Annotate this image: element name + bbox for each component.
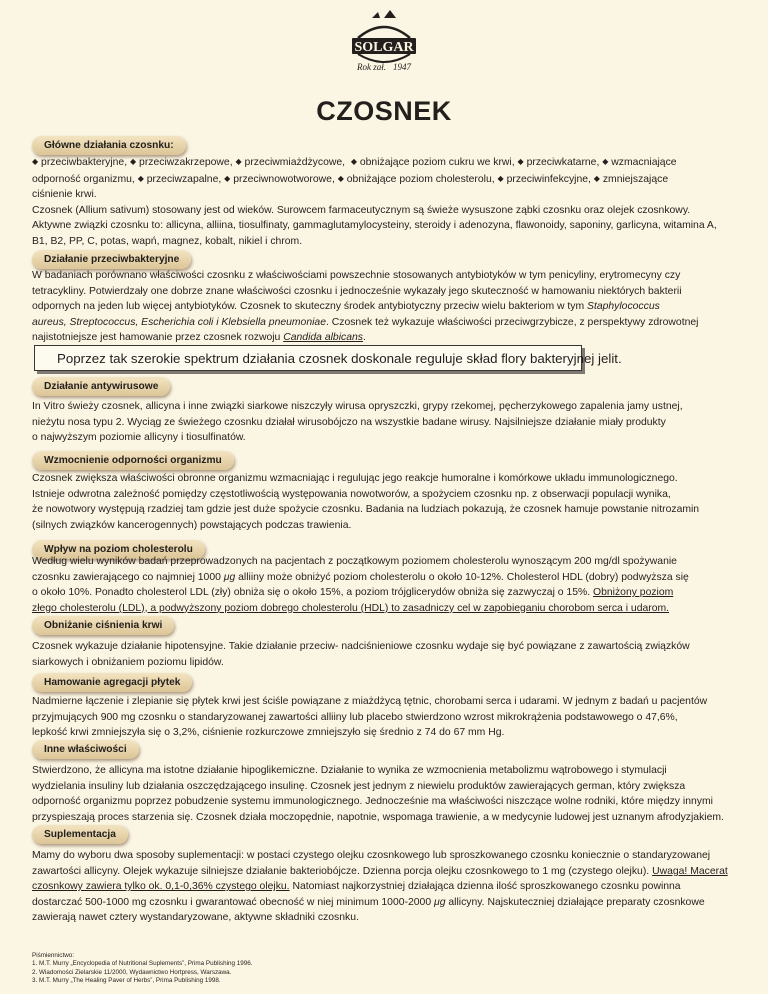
text-line: o około 10%. Ponadto cholesterol LDL (zły) obniża się o około 15%, a poziom trójglicerydów obniża się zazwyczaj o 15%. [32, 587, 591, 599]
unit-mu: μg [434, 896, 446, 908]
heading-blood-pressure: Obniżanie ciśnienia krwi [32, 616, 174, 635]
text-line: Według wielu wyników badań przeprowadzonych na pacjentach z początkowym poziomem cholesterolu wynoszącym 200 mg/dl spożywanie [32, 556, 677, 567]
heading-other-properties: Inne właściwości [32, 740, 139, 759]
heading-supplementation: Suplementacja [32, 825, 128, 844]
text-line: o najwyższym poziomie allicyny i tiosulfinatów. [32, 432, 246, 444]
text-line: lepkość krwi zmniejszyła się o 3,2%, ciśnienie rozkurczowe zmniejszyło się średnio z 74 do 67 mm Hg. [32, 727, 505, 739]
text-line: zawartości allicyny. Olejek wykazuje silniejsze działanie bakteriobójcze. Dzienna porcja olejku czosnkowego to 1 mg (czystego olejku). [32, 865, 650, 877]
underlined-text: czosnkowy zawiera tylko ok. 0,1-0,36% czystego olejku. [32, 881, 290, 893]
text-line: najistotniejsze jest hamowanie przez czosnek rozwoju [32, 332, 281, 344]
text-line: przeciwbakteryjne, [41, 157, 128, 168]
text-line: Istnieje odwrotna zależność pomiędzy częstotliwością występowania nowotworów, a spożyciem czosnku np. z obserwacji populacji wynika, [32, 488, 671, 500]
diamond-icon: ◆ [224, 173, 231, 183]
text-line: przeciwkatarne, [526, 157, 600, 168]
text-line: Aktywne związki czosnku to: allicyna, alliina, tiosulfinaty, gammaglutamylocysteiny, steroidy i adenozyna, flawonoidy, saponiny, garlicyna, witamina A, [32, 220, 717, 232]
reference-item: 2. Wiadomości Zielarskie 11/2000, Wydawnictwo Hortpress, Warszawa. [32, 968, 232, 976]
text-line: przeciwmiażdżycowe, [244, 157, 346, 168]
diamond-icon: ◆ [497, 173, 504, 183]
diamond-icon: ◆ [137, 173, 144, 183]
text-line: Nadmierne łączenie i zlepianie się płytek krwi jest ściśle powiązane z miażdżycą tętnic, chorobami serca i udarami. W jednym z badań u pacjentów [32, 696, 708, 707]
text-line: przeciwnowotworowe, [233, 173, 335, 185]
text-line: Stwierdzono, że allicyna ma istotne działanie hipoglikemiczne. Działanie to wynika ze wzmocnienia metabolizmu wątrobowego i stymulacji [32, 765, 667, 776]
cholesterol-text [32, 554, 744, 616]
immunity-text [32, 471, 744, 533]
text-line: dostarczać 500-1000 mg czosnku i gwarantować obecność w niej minimum 1000-2000 [32, 896, 432, 908]
text-line: . Czosnek też wykazuje właściwości przeciwgrzybicze, z perspektywy zdrowotnej [325, 316, 699, 328]
heading-platelets: Hamowanie agregacji płytek [32, 673, 192, 692]
diamond-icon: ◆ [602, 157, 609, 166]
unit-mu: μg [223, 571, 236, 583]
reference-item: 1. M.T. Murry „Encyclopedia of Nutritional Suplements”, Prima Publishing 1996. [32, 960, 253, 968]
text-line: . [362, 332, 366, 344]
text-line: zmniejszające [602, 173, 669, 185]
heading-main-actions: Główne działania czosnku: [32, 136, 186, 155]
text-line: że nowotwory występują rzadziej tam gdzie jest duże spożycie czosnku. Badania na ludziach pokazują, że czosnek hamuje powstanie nitrozamin [32, 504, 700, 516]
text-line: przeciwzapalne, [146, 173, 222, 185]
text-line: odporność organizmu, [32, 173, 135, 185]
heading-antibacterial: Działanie przeciwbakteryjne [32, 250, 191, 269]
tagline-left: Rok zał. [357, 62, 386, 72]
text-line: (silnych związków kancerogennych) powstających podczas trawienia. [32, 519, 352, 531]
brand-name: SOLGAR [354, 40, 414, 55]
heading-antiviral: Działanie antywirusowe [32, 377, 170, 396]
text-line: obniżające poziom cholesterolu, [346, 173, 495, 185]
text-line: alliiny może obniżyć poziom cholesterolu o około 10-12%. Cholesterol HDL (dobry) podwyższa się [238, 571, 689, 583]
text-line: czosnku zawierającego co najmniej 1000 [32, 571, 221, 583]
species-name: Candida albicans [283, 332, 363, 344]
underlined-text: Uwaga! Macerat [652, 865, 728, 877]
diamond-icon: ◆ [337, 173, 344, 183]
text-line: Natomiast najkorzystniej działająca dzienna ilość sproszkowanego czosnku powinna [292, 881, 681, 893]
diamond-icon: ◆ [32, 157, 39, 166]
text-line: Czosnek zwiększa właściwości obronne organizmu wzmacniając i regulując jego reakcje humoralne i komórkowe układu immunologicznego. [32, 473, 678, 484]
species-name: Staphylococcus [587, 301, 660, 313]
heading-immunity: Wzmocnienie odporności organizmu [32, 451, 234, 470]
solgar-logo [0, 8, 768, 88]
antiviral-text [32, 399, 744, 446]
references [32, 952, 253, 986]
text-line: B1, B2, PP, C, potas, wapń, magnez, kobalt, nikiel i chrom. [32, 235, 303, 247]
heading-cholesterol: Wpływ na poziom cholesterolu [32, 540, 205, 559]
text-line: wzmacniające [611, 157, 677, 168]
text-line: tetracykliny. Potwierdzały one dobrze znane właściwości czosnku i jednocześnie wykazały jego skuteczność w hamowaniu niektórych bakterii [32, 285, 682, 297]
text-line: obniżające poziom cukru we krwi, [359, 157, 515, 168]
diamond-icon: ◆ [593, 173, 600, 183]
text-line: W badaniach porównano właściwości czosnku z właściwościami powszechnie stosowanych antybiotyków w tym penicyliny, erytromecyny czy [32, 270, 681, 281]
blood-pressure-text [32, 639, 744, 670]
platelets-text [32, 694, 744, 741]
diamond-icon: ◆ [235, 157, 242, 166]
tagline-right: 1947 [393, 62, 411, 72]
underlined-text: złego cholesterolu (LDL), a podwyższony poziom dobrego cholesterolu (HDL) to zasadniczy cel w zapobieganiu chorobom serca i udarom. [32, 602, 670, 614]
diamond-icon: ◆ [350, 157, 357, 166]
text-line: przyspieszają proces starzenia się. Czosnek działa moczopędnie, napotnie, wspomaga trawienie, a w medycynie ludowej jest uznanym afrodyzjakiem. [32, 811, 724, 823]
supplementation-text [32, 848, 744, 926]
antibacterial-text [32, 268, 744, 346]
text-line: siarkowych i obniżaniem poziomu lipidów. [32, 656, 224, 668]
text-line: wydzielania insuliny lub działania oszczędzającego insulinę. Czosnek jest jednym z niewielu produktów zawierających german, który zwiększa [32, 780, 686, 792]
other-properties-text [32, 763, 744, 825]
text-line: allicyny. Najskuteczniej działające preparaty czosnkowe [448, 896, 705, 908]
text-line: In Vitro świeży czosnek, allicyna i inne związki siarkowe niszczyły wirusa opryszczki, grypy rzekomej, pęcherzykowego zapalenia jamy ustnej, [32, 401, 683, 412]
text-line: Czosnek wykazuje działanie hipotensyjne. Takie działanie przeciw- nadciśnieniowe czosnku wydaje się być powiązane z zawartością związków [32, 641, 690, 652]
solgar-emblem [324, 8, 444, 88]
text-line: przyjmujących 900 mg czosnku o standaryzowanej zawartości alliiny lub placebo stwierdzono wzrost mikrokrążenia podstawowego o 47,6%, [32, 711, 678, 723]
main-actions-text [32, 154, 744, 250]
text-line: odporność organizmu poprzez pobudzenie systemu immunologicznego. Jednocześnie ma właściwości niszczące wolne rodniki, które między innymi [32, 796, 713, 808]
callout-box: Poprzez tak szerokie spektrum działania czosnek doskonale reguluje skład flory bakteryjnej jelit. [34, 345, 582, 371]
text-line: przeciwzakrzepowe, [139, 157, 233, 168]
text-line: przeciwinfekcyjne, [506, 173, 591, 185]
species-name: aureus, Streptococcus, Escherichia coli i Klebsiella pneumoniae [32, 316, 326, 328]
text-line: nieżytu nosa typu 2. Wyciąg ze świeżego czosnku działał wirusobójczo na wszystkie badane wirusy. Najsilniejsze działanie miały produkty [32, 416, 666, 428]
text-line: odpornych na jeden lub więcej antybiotyków. Czosnek to skuteczny środek antybiotyczny przeciw wielu bakteriom w tym [32, 301, 585, 313]
text-line: Czosnek (Allium sativum) stosowany jest od wieków. Surowcem farmaceutycznym są świeże wysuszone ząbki czosnku oraz olejek czosnkowy. [32, 204, 691, 216]
reference-item: 3. M.T. Murry „The Healing Paver of Herbs”, Prima Publishing 1998. [32, 977, 221, 985]
underlined-text: Obniżony poziom [593, 587, 674, 599]
text-line: zawierają nawet cztery wystandaryzowane, aktywne składniki czosnku. [32, 912, 359, 924]
diamond-icon: ◆ [517, 157, 524, 166]
page-title: CZOSNEK [316, 96, 452, 126]
diamond-icon: ◆ [130, 157, 137, 166]
text-line: ciśnienie krwi. [32, 189, 97, 201]
text-line: Mamy do wyboru dwa sposoby suplementacji: w postaci czystego olejku czosnkowego lub sproszkowanego czosnku koniecznie o standaryzowanej [32, 850, 711, 861]
references-label: Piśmiennictwo: [32, 952, 74, 959]
